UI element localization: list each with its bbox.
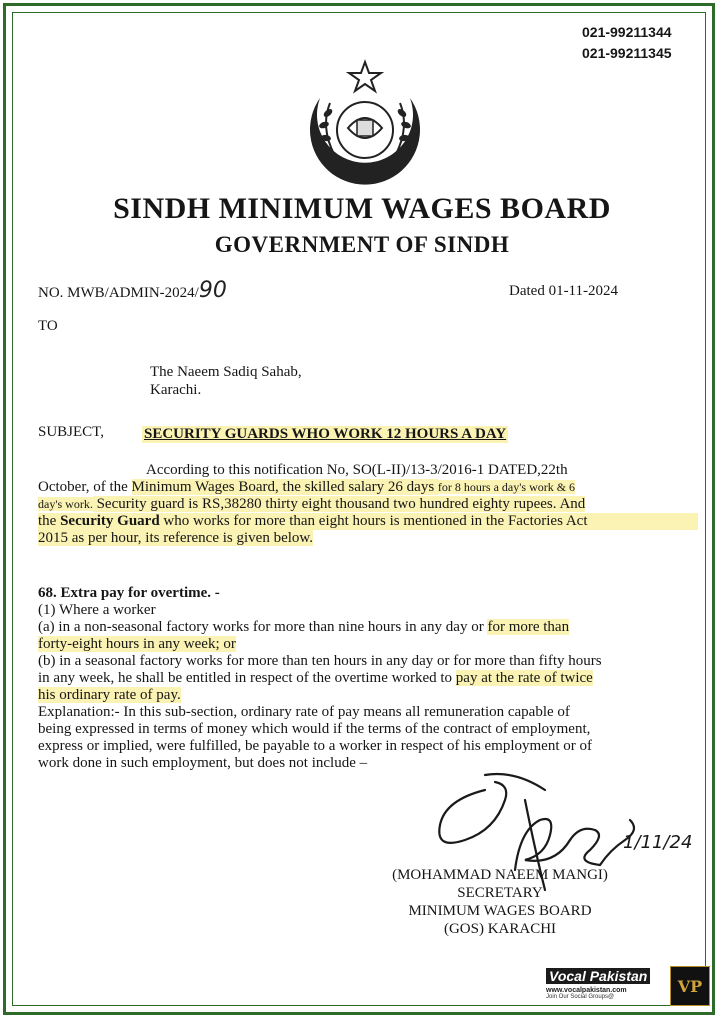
explanation-line: work done in such employment, but does not include –	[38, 755, 368, 771]
explanation-line: express or implied, were fulfilled, be payable to a worker in respect of his employment or of	[38, 738, 592, 754]
paragraph-line	[38, 496, 698, 513]
paragraph-line: According to this notification No, SO(L-II)/13-3/2016-1 DATED,22th	[146, 462, 568, 478]
vp-logo-badge	[670, 966, 710, 1006]
signature-date: 1/11/24	[623, 832, 693, 853]
highlighted-text: his ordinary rate of pay.	[38, 687, 181, 703]
section-line	[38, 636, 698, 653]
signatory-name: (MOHAMMAD NAEEM MANGI)	[392, 867, 608, 883]
sindh-government-emblem	[290, 58, 440, 193]
handwritten-reference: 90	[198, 278, 227, 303]
highlighted-text: for more than	[487, 619, 570, 635]
text-span: in any week, he shall be entitled in respect of the overtime worked to	[38, 670, 456, 686]
subject-text: SECURITY GUARDS WHO WORK 12 HOURS A DAY	[144, 426, 507, 442]
section-heading: 68. Extra pay for overtime. -	[38, 585, 220, 601]
paragraph-line	[38, 530, 698, 547]
signatory-block	[365, 866, 635, 938]
addressee	[150, 363, 302, 399]
paragraph-line	[38, 513, 698, 530]
watermark-name: Vocal Pakistan	[546, 968, 650, 984]
explanation-line: being expressed in terms of money which would if the terms of the contract of employment,	[38, 721, 591, 737]
addressee-name: The Naeem Sadiq Sahab,	[150, 364, 302, 380]
subject-label: SUBJECT,	[38, 424, 104, 440]
paragraph-line	[38, 479, 698, 496]
to-label: TO	[38, 318, 58, 334]
section-line	[38, 619, 698, 636]
vocal-pakistan-watermark	[546, 968, 650, 1000]
signatory-board: MINIMUM WAGES BOARD	[408, 903, 592, 919]
reference-number	[38, 278, 227, 303]
highlighted-text: pay at the rate of twice	[455, 670, 593, 686]
highlighted-text: 2015 as per hour, its reference is given below.	[38, 530, 314, 546]
addressee-city: Karachi.	[150, 382, 202, 398]
highlighted-text: Minimum Wages Board, the skilled salary 26 days	[131, 479, 438, 495]
phone-number: 021-99211345	[582, 45, 672, 61]
signatory-title: SECRETARY	[457, 885, 543, 901]
text-span: October, of the	[38, 479, 132, 495]
badge-text: VP	[677, 977, 703, 996]
highlighted-text: Security guard is RS,38280 thirty eight thousand two hundred eighty rupees. And	[92, 496, 586, 512]
text-span: who works for more than eight hours is mentioned in the Factories Act	[159, 513, 588, 529]
text-span: (a) in a non-seasonal factory works for more than nine hours in any day or	[38, 619, 488, 635]
government-title: GOVERNMENT OF SINDH	[214, 232, 510, 257]
highlighted-text: day's work.	[38, 497, 93, 511]
watermark-url: www.vocalpakistan.com	[546, 987, 627, 994]
phone-number: 021-99211344	[582, 24, 672, 40]
section-line	[38, 687, 698, 704]
phone-numbers	[582, 22, 672, 64]
reference-prefix: NO. MWB/ADMIN-2024/	[38, 285, 199, 301]
section-line: (b) in a seasonal factory works for more than ten hours in any day or for more than fifty hours	[38, 653, 602, 669]
organization-title: SINDH MINIMUM WAGES BOARD	[113, 192, 611, 225]
section-line	[38, 670, 698, 687]
section-line: (1) Where a worker	[38, 602, 156, 618]
bold-text: Security Guard	[60, 513, 160, 529]
text-span: the	[38, 513, 61, 529]
explanation-line: Explanation:- In this sub-section, ordinary rate of pay means all remuneration capable of	[38, 704, 570, 720]
letter-date: Dated 01-11-2024	[509, 283, 618, 299]
overtime-section	[38, 585, 698, 772]
emblem-text: حکومت سندھ	[332, 165, 398, 178]
watermark-join-text: Join Our Social Groups@	[546, 994, 615, 1000]
signatory-location: (GOS) KARACHI	[443, 921, 557, 937]
highlighted-text: for 8 hours a day's work & 6	[437, 480, 576, 494]
highlighted-text: forty-eight hours in any week; or	[38, 636, 236, 652]
notification-paragraph	[38, 462, 698, 547]
